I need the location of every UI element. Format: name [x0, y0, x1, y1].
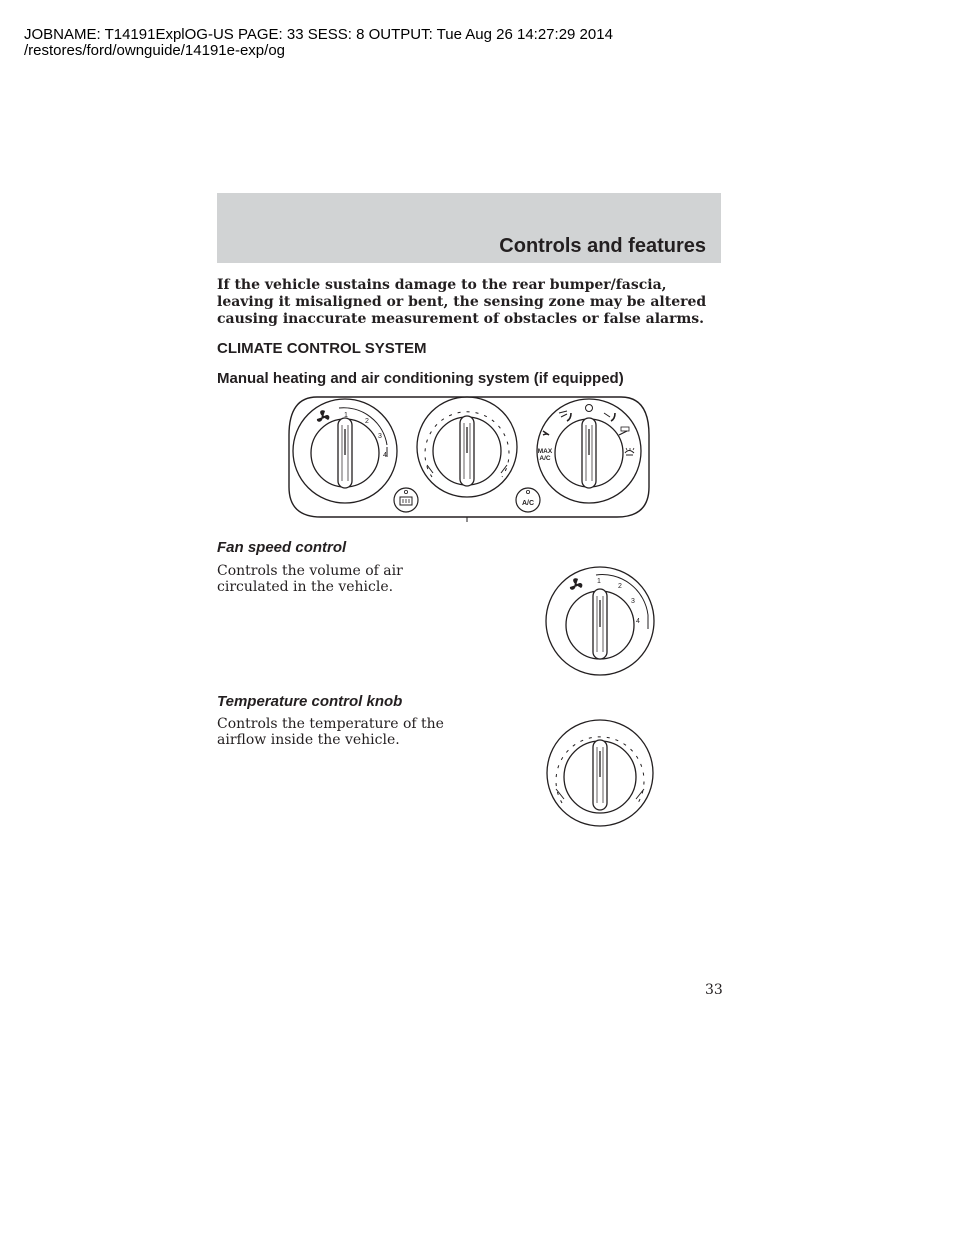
max-ac-label-line1: MAX [537, 448, 553, 455]
job-info-line2: /restores/ford/ownguide/14191e-exp/og [24, 42, 286, 59]
temperature-knob-illustration [544, 719, 656, 831]
fan-speed-label-4: 4 [636, 618, 640, 625]
climate-panel-illustration [287, 395, 651, 525]
fan-speed-label-4: 4 [383, 452, 387, 459]
section-heading: CLIMATE CONTROL SYSTEM [217, 340, 427, 357]
warning-paragraph: If the vehicle sustains damage to the rear bumper/fascia, leaving it misaligned or bent, the sensing zone may be altered causing inaccurate measurement of obstacles or false alarms. [217, 277, 707, 327]
fan-speed-label-3: 3 [378, 433, 382, 440]
temperature-description: Controls the temperature of the airflow inside the vehicle. [217, 716, 444, 748]
section-header-band [217, 193, 721, 263]
fan-speed-knob-illustration [544, 565, 656, 677]
ac-button [516, 488, 540, 512]
page-number: 33 [705, 982, 723, 998]
job-info-line1: JOBNAME: T14191ExplOG-US PAGE: 33 SESS: 8 OUTPUT: Tue Aug 26 14:27:29 2014 [24, 26, 613, 43]
fan-icon [570, 578, 582, 590]
max-ac-label-line2: A/C [539, 455, 551, 462]
fan-speed-heading: Fan speed control [217, 539, 347, 556]
fan-speed-label-3: 3 [631, 598, 635, 605]
ac-button-label: A/C [521, 500, 535, 507]
temperature-heading: Temperature control knob [217, 693, 403, 710]
job-info [24, 27, 613, 59]
fan-speed-description: Controls the volume of air circulated in the vehicle. [217, 563, 403, 595]
fan-speed-label-2: 2 [365, 418, 369, 425]
page-title: Controls and features [499, 235, 706, 257]
sub-heading: Manual heating and air conditioning system (if equipped) [217, 370, 624, 387]
fan-speed-label-1: 1 [597, 578, 601, 585]
rear-defrost-button [394, 488, 418, 512]
fan-speed-label-2: 2 [618, 583, 622, 590]
fan-speed-label-1: 1 [344, 412, 348, 419]
